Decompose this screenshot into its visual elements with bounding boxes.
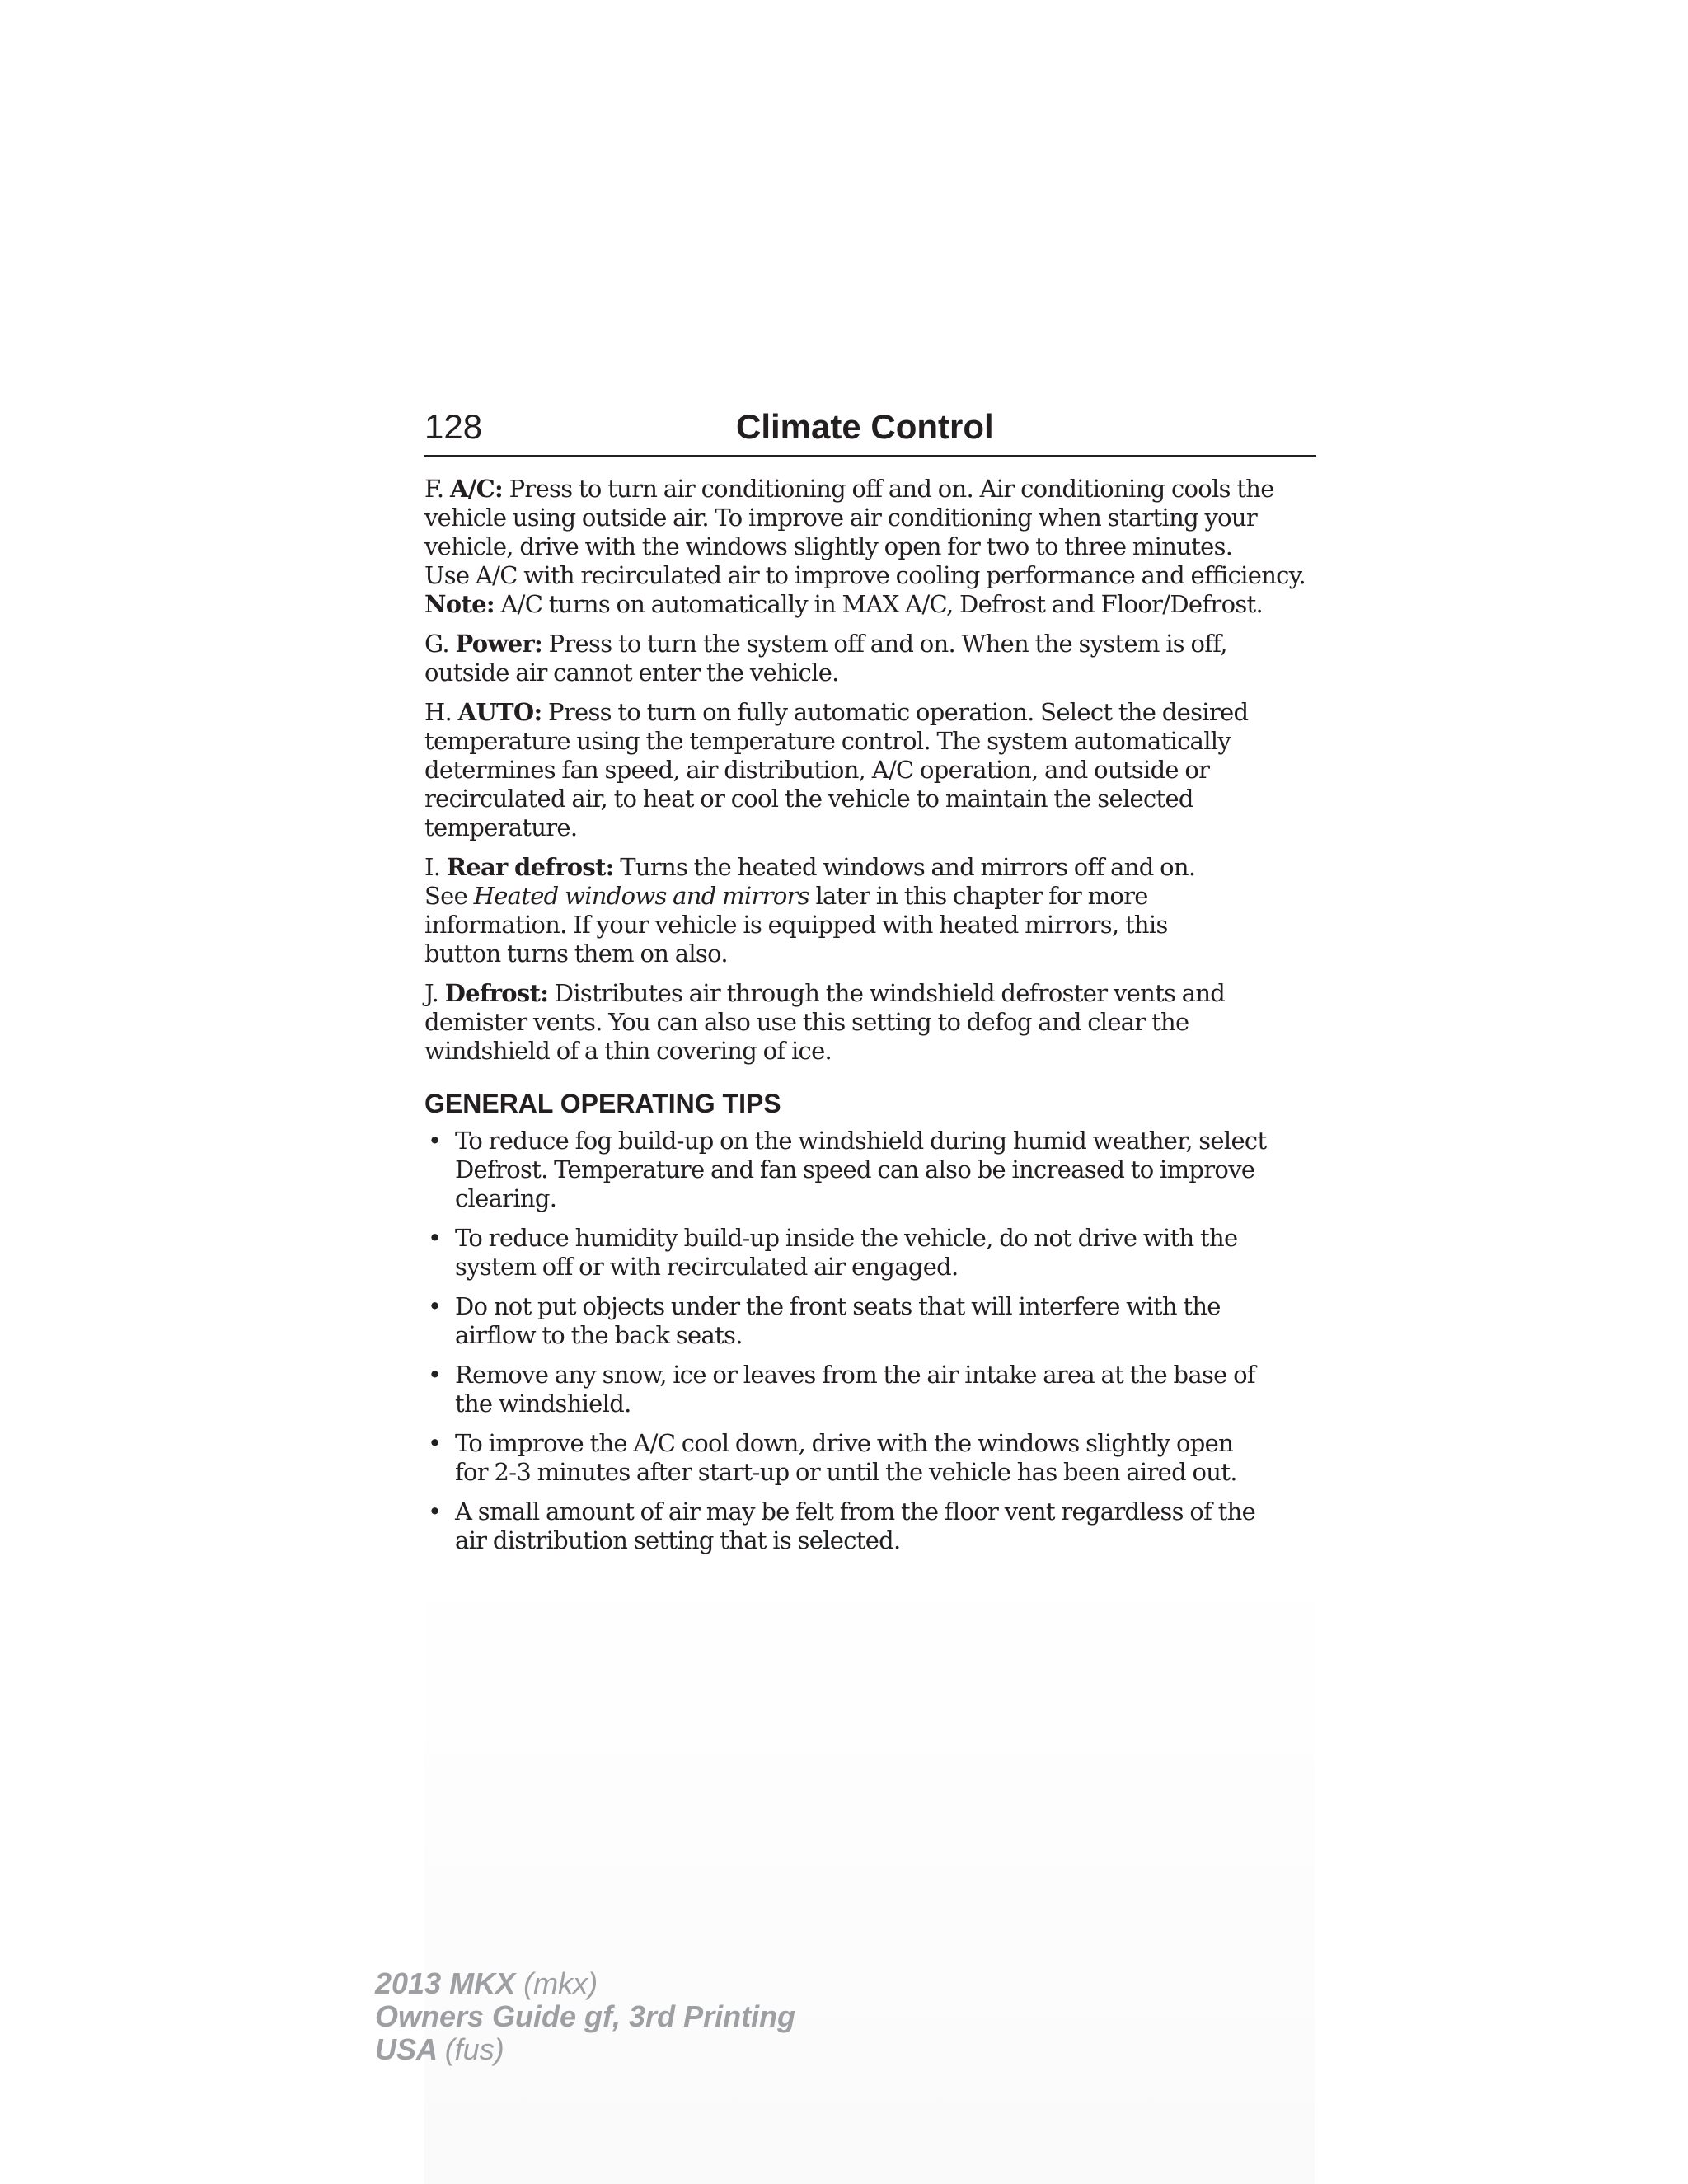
item-text: Press to turn air conditioning off and on. Air conditioning cools the bbox=[509, 475, 1274, 503]
text-line bbox=[424, 698, 1323, 727]
chapter-title: Climate Control bbox=[736, 407, 994, 446]
text-line: temperature using the temperature control. The system automatically bbox=[424, 727, 1231, 755]
text-line: A small amount of air may be felt from the floor vent regardless of the bbox=[455, 1497, 1256, 1526]
text-line: system off or with recirculated air engaged. bbox=[455, 1253, 959, 1281]
control-item-rear-defrost bbox=[424, 853, 1323, 968]
list-item bbox=[424, 1429, 1323, 1487]
bullet-icon: • bbox=[428, 1224, 442, 1252]
item-term: A/C: bbox=[449, 475, 504, 503]
control-item-defrost bbox=[424, 979, 1323, 1066]
text-line: airflow to the back seats. bbox=[455, 1321, 743, 1349]
text-line: information. If your vehicle is equipped with heated mirrors, this bbox=[424, 911, 1168, 939]
item-letter: J. bbox=[424, 979, 439, 1007]
control-item-power bbox=[424, 630, 1323, 687]
text-line: outside air cannot enter the vehicle. bbox=[424, 658, 839, 687]
text-line: windshield of a thin covering of ice. bbox=[424, 1037, 832, 1065]
text-line bbox=[424, 853, 1323, 882]
item-letter: G. bbox=[424, 630, 449, 658]
page-footer bbox=[375, 1967, 795, 2066]
text-line bbox=[424, 979, 1323, 1008]
text-line: To reduce fog build-up on the windshield during humid weather, select bbox=[455, 1127, 1267, 1155]
control-item-auto bbox=[424, 698, 1323, 842]
item-term: AUTO: bbox=[457, 698, 542, 726]
text-line: for 2-3 minutes after start-up or until the vehicle has been aired out. bbox=[455, 1458, 1237, 1486]
text-line bbox=[424, 630, 1323, 658]
item-letter: I. bbox=[424, 853, 441, 881]
item-term: Rear defrost: bbox=[446, 853, 614, 881]
text-line: To reduce humidity build-up inside the vehicle, do not drive with the bbox=[455, 1224, 1238, 1252]
text-line: Remove any snow, ice or leaves from the air intake area at the base of bbox=[455, 1361, 1255, 1389]
list-item bbox=[424, 1127, 1323, 1213]
footer-region-code: (fus) bbox=[444, 2032, 504, 2066]
note-text: A/C turns on automatically in MAX A/C, Defrost and Floor/Defrost. bbox=[500, 590, 1263, 618]
note-line bbox=[424, 590, 1323, 619]
tips-list bbox=[424, 1127, 1323, 1555]
cross-reference: Heated windows and mirrors bbox=[473, 882, 809, 910]
note-label: Note: bbox=[424, 590, 495, 618]
footer-guide-line: Owners Guide gf, 3rd Printing bbox=[375, 1999, 796, 2033]
bullet-icon: • bbox=[428, 1429, 442, 1457]
footer-region-line bbox=[375, 2033, 795, 2066]
text-line: vehicle, drive with the windows slightly open for two to three minutes. bbox=[424, 532, 1233, 560]
bullet-icon: • bbox=[428, 1497, 442, 1526]
text-line bbox=[424, 882, 1323, 911]
bullet-icon: • bbox=[428, 1127, 442, 1155]
item-text: Turns the heated windows and mirrors off and on. bbox=[620, 853, 1196, 881]
footer-model-line bbox=[375, 1967, 795, 2000]
text-line: air distribution setting that is selected. bbox=[455, 1526, 901, 1554]
footer-region: USA bbox=[375, 2032, 437, 2066]
bullet-icon: • bbox=[428, 1292, 442, 1320]
list-item bbox=[424, 1361, 1323, 1418]
text-line: To improve the A/C cool down, drive with the windows slightly open bbox=[455, 1429, 1234, 1457]
bullet-icon: • bbox=[428, 1361, 442, 1389]
item-letter: F. bbox=[424, 475, 444, 503]
item-term: Defrost: bbox=[444, 979, 549, 1007]
text-line: vehicle using outside air. To improve air conditioning when starting your bbox=[424, 504, 1258, 532]
text-line: button turns them on also. bbox=[424, 940, 728, 968]
text-line: Defrost. Temperature and fan speed can also be increased to improve bbox=[455, 1155, 1255, 1183]
text-line: recirculated air, to heat or cool the vehicle to maintain the selected bbox=[424, 785, 1193, 813]
text-line: clearing. bbox=[455, 1184, 557, 1212]
item-text: Press to turn on fully automatic operation. Select the desired bbox=[548, 698, 1249, 726]
text-line bbox=[424, 475, 1323, 504]
control-item-ac bbox=[424, 475, 1323, 619]
list-item bbox=[424, 1497, 1323, 1555]
see-prefix: See bbox=[424, 882, 468, 910]
item-text: Distributes air through the windshield defroster vents and bbox=[554, 979, 1226, 1007]
footer-model-code: (mkx) bbox=[523, 1966, 598, 2000]
text-line: demister vents. You can also use this setting to defog and clear the bbox=[424, 1008, 1189, 1036]
page-header bbox=[424, 405, 1316, 457]
item-letter: H. bbox=[424, 698, 452, 726]
text-line: Use A/C with recirculated air to improve cooling performance and efficiency. bbox=[424, 561, 1306, 589]
text-line: determines fan speed, air distribution, A/C operation, and outside or bbox=[424, 756, 1210, 784]
item-term: Power: bbox=[455, 630, 543, 658]
text-line: Do not put objects under the front seats that will interfere with the bbox=[455, 1292, 1221, 1320]
footer-model: 2013 MKX bbox=[375, 1966, 516, 2000]
item-text: later in this chapter for more bbox=[815, 882, 1148, 910]
item-text: Press to turn the system off and on. When the system is off, bbox=[548, 630, 1227, 658]
page-shading bbox=[424, 1549, 1315, 2184]
text-line: the windshield. bbox=[455, 1390, 631, 1418]
list-item bbox=[424, 1292, 1323, 1350]
text-line: temperature. bbox=[424, 813, 578, 841]
page-content bbox=[424, 475, 1323, 1566]
list-item bbox=[424, 1224, 1323, 1282]
section-heading: GENERAL OPERATING TIPS bbox=[424, 1089, 781, 1118]
page-number: 128 bbox=[424, 407, 483, 446]
